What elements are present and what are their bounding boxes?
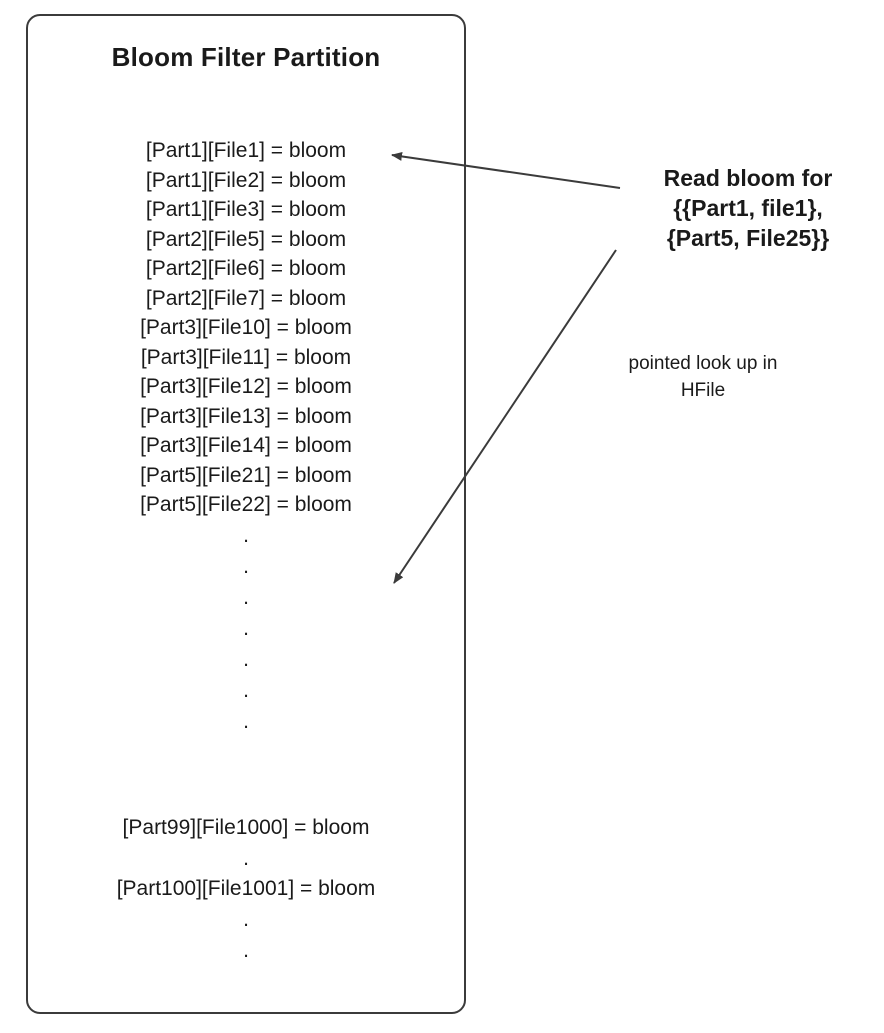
ellipsis-dot: .: [243, 678, 249, 702]
pointed-lookup-label: [572, 350, 834, 404]
list-item: [Part3][File12] = bloom: [140, 375, 352, 398]
list-item: [Part2][File6] = bloom: [145, 257, 347, 280]
ellipsis-dot: .: [243, 647, 249, 671]
list-item: [Part100][File1001] = bloom: [116, 877, 376, 900]
list-item: [Part3][File14] = bloom: [140, 434, 352, 457]
ellipsis-dot: .: [243, 939, 249, 962]
pointed-lookup-label-line-1: pointed look up in: [628, 353, 778, 374]
list-item: [Part3][File13] = bloom: [140, 404, 352, 428]
ellipsis-dot: .: [243, 709, 249, 733]
bloom-entry-tail-list: [28, 813, 464, 966]
list-item: [Part1][File3] = bloom: [145, 198, 347, 221]
read-bloom-label-line-2: {{Part1, file1},: [673, 195, 823, 221]
list-item: [Part99][File1000] = bloom: [122, 816, 370, 839]
ellipsis-dot: .: [243, 554, 249, 578]
ellipsis-dot: .: [243, 523, 249, 547]
page-title: Bloom Filter Partition: [111, 42, 381, 72]
list-item: [Part2][File5] = bloom: [145, 227, 347, 251]
list-item: [Part5][File22] = bloom: [140, 493, 352, 516]
bloom-filter-partition-box: [26, 14, 466, 1014]
list-item: [Part1][File2] = bloom: [145, 168, 347, 192]
ellipsis-dot: .: [243, 616, 249, 640]
read-bloom-label: [612, 163, 884, 253]
list-item: [Part5][File21] = bloom: [140, 463, 352, 487]
ellipsis-dot: .: [243, 908, 249, 931]
read-bloom-label-line-1: Read bloom for: [663, 165, 833, 191]
list-item: [Part1][File1] = bloom: [145, 139, 347, 162]
pointed-lookup-label-line-2: HFile: [680, 380, 726, 401]
list-item: [Part3][File11] = bloom: [140, 345, 352, 369]
read-bloom-label-line-3: {Part5, File25}}: [666, 225, 830, 251]
list-item: [Part3][File10] = bloom: [140, 316, 352, 339]
list-item: [Part2][File7] = bloom: [145, 286, 347, 310]
bloom-entry-list: [28, 136, 464, 737]
ellipsis-dot: .: [243, 847, 249, 870]
ellipsis-dot: .: [243, 585, 249, 609]
